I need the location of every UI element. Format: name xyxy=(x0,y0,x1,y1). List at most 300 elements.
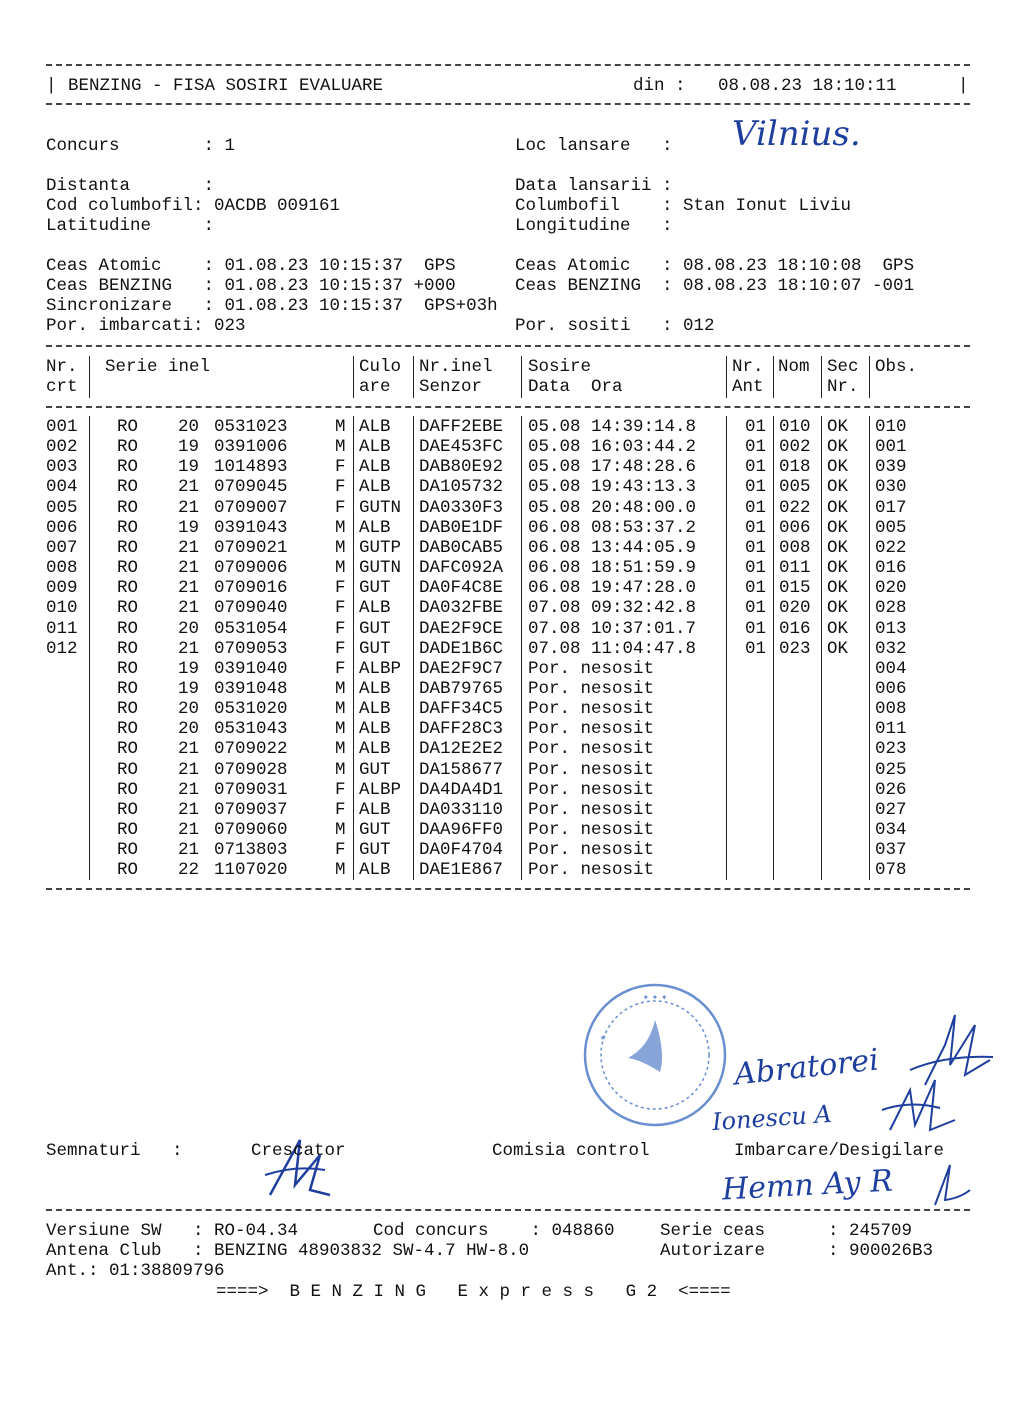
cell-nr-crt: 008 xyxy=(46,558,78,579)
col-header-ant: Ant xyxy=(732,377,764,397)
cell-year: 19 xyxy=(178,517,200,538)
cell-color: GUT xyxy=(359,840,391,861)
cell-year: 21 xyxy=(178,820,200,840)
cell-color: GUTN xyxy=(359,558,402,579)
cell-arrival: Por. nesosit xyxy=(528,739,655,760)
report-date-value: 08.08.23 18:10:11 xyxy=(718,76,897,96)
cell-arrival: 07.08 11:04:47.8 xyxy=(528,638,697,659)
concurs-field: Concurs : 1 xyxy=(46,136,236,156)
col-header-sec-nr: Nr. xyxy=(827,377,859,397)
cell-sec: OK xyxy=(827,477,849,498)
cell-color: ALB xyxy=(359,517,391,538)
header-separator xyxy=(413,356,414,398)
cell-year: 21 xyxy=(178,840,200,861)
cell-color: GUT xyxy=(359,578,391,599)
col-header-nr-inel: Nr.inel xyxy=(419,357,493,377)
cell-ring-number: 0391006 xyxy=(214,437,288,458)
cell-country: RO xyxy=(117,537,139,558)
column-separator xyxy=(89,416,90,880)
cell-color: GUT xyxy=(359,820,391,840)
cell-arrival: 05.08 17:48:28.6 xyxy=(528,457,697,478)
header-separator xyxy=(773,356,774,398)
cell-sensor: DADE1B6C xyxy=(419,638,504,659)
cell-sex: F xyxy=(335,457,346,478)
cell-country: RO xyxy=(117,658,139,679)
column-separator xyxy=(353,416,354,880)
cell-color: ALB xyxy=(359,739,391,760)
cell-obs: 030 xyxy=(875,477,907,498)
cell-sex: M xyxy=(335,437,346,458)
cell-obs: 022 xyxy=(875,537,907,558)
cell-ring-number: 1014893 xyxy=(214,457,288,478)
cell-country: RO xyxy=(117,598,139,619)
header-separator xyxy=(521,356,522,398)
cell-nom: 015 xyxy=(779,578,811,599)
cell-sec: OK xyxy=(827,517,849,538)
cell-year: 20 xyxy=(178,719,200,740)
cell-ring-number: 0709060 xyxy=(214,820,288,840)
cell-arrival: Por. nesosit xyxy=(528,840,655,861)
serie-ceas-field: Serie ceas : 245709 xyxy=(660,1221,913,1241)
cell-country: RO xyxy=(117,517,139,538)
cell-sensor: DA033110 xyxy=(419,799,504,820)
cell-nom: 002 xyxy=(779,437,811,458)
cell-sex: M xyxy=(335,820,346,840)
cell-antenna: 01 xyxy=(745,437,767,458)
cell-sensor: DAFF34C5 xyxy=(419,699,504,720)
cell-year: 21 xyxy=(178,799,200,820)
cell-obs: 016 xyxy=(875,558,907,579)
cell-ring-number: 0709016 xyxy=(214,578,288,599)
footer-dashed-line xyxy=(46,1209,970,1211)
cell-sensor: DAE453FC xyxy=(419,437,504,458)
col-header-data-ora: Data Ora xyxy=(528,377,623,397)
cell-ring-number: 0713803 xyxy=(214,840,288,861)
cell-nr-crt: 003 xyxy=(46,457,78,478)
signature-imbarcare-label: Imbarcare/Desigilare xyxy=(734,1141,945,1161)
cell-year: 21 xyxy=(178,779,200,800)
cell-arrival: 05.08 14:39:14.8 xyxy=(528,417,697,437)
ant-field: Ant.: 01:38809796 xyxy=(46,1261,225,1281)
cell-sex: M xyxy=(335,517,346,538)
cell-ring-number: 0709037 xyxy=(214,799,288,820)
col-header-sosire: Sosire xyxy=(528,357,592,377)
ceas-atomic-end: Ceas Atomic : 08.08.23 18:10:08 GPS xyxy=(515,256,915,276)
cell-ring-number: 0391040 xyxy=(214,658,288,679)
cell-sensor: DAFF28C3 xyxy=(419,719,504,740)
cell-color: ALB xyxy=(359,457,391,478)
cell-color: ALB xyxy=(359,799,391,820)
cell-country: RO xyxy=(117,618,139,639)
cell-sex: M xyxy=(335,860,346,881)
cell-color: ALBP xyxy=(359,779,402,800)
cell-ring-number: 0531020 xyxy=(214,699,288,720)
cell-sec: OK xyxy=(827,497,849,518)
cell-obs: 004 xyxy=(875,658,907,679)
cell-year: 21 xyxy=(178,759,200,780)
cell-nom: 011 xyxy=(779,558,811,579)
cell-arrival: Por. nesosit xyxy=(528,820,655,840)
cell-sec: OK xyxy=(827,457,849,478)
cell-arrival: Por. nesosit xyxy=(528,699,655,720)
versiune-sw-field: Versiune SW : RO-04.34 xyxy=(46,1221,299,1241)
cell-sensor: DA158677 xyxy=(419,759,504,780)
col-header-crt: crt xyxy=(46,377,78,397)
cell-year: 19 xyxy=(178,457,200,478)
cell-obs: 026 xyxy=(875,779,907,800)
cell-year: 21 xyxy=(178,497,200,518)
cell-sensor: DAFC092A xyxy=(419,558,504,579)
data-lansarii-field: Data lansarii : xyxy=(515,176,673,196)
cell-ring-number: 0709021 xyxy=(214,537,288,558)
cell-ring-number: 0531023 xyxy=(214,417,288,437)
cell-nom: 016 xyxy=(779,618,811,639)
cell-nom: 006 xyxy=(779,517,811,538)
cell-sex: M xyxy=(335,719,346,740)
cell-arrival: Por. nesosit xyxy=(528,759,655,780)
cell-nr-crt: 012 xyxy=(46,638,78,659)
cell-sec: OK xyxy=(827,578,849,599)
cell-sex: M xyxy=(335,417,346,437)
cell-sex: F xyxy=(335,658,346,679)
cell-arrival: Por. nesosit xyxy=(528,799,655,820)
cell-sex: M xyxy=(335,759,346,780)
cell-antenna: 01 xyxy=(745,457,767,478)
cell-nom: 022 xyxy=(779,497,811,518)
cell-obs: 039 xyxy=(875,457,907,478)
cell-ring-number: 0391048 xyxy=(214,678,288,699)
signature-name-2: Ionescu A xyxy=(711,1099,833,1137)
cell-sex: M xyxy=(335,739,346,760)
cell-country: RO xyxy=(117,820,139,840)
cell-obs: 037 xyxy=(875,840,907,861)
cell-country: RO xyxy=(117,799,139,820)
cell-sex: M xyxy=(335,699,346,720)
cell-sex: F xyxy=(335,598,346,619)
cell-year: 19 xyxy=(178,678,200,699)
cell-color: ALB xyxy=(359,678,391,699)
cell-sex: M xyxy=(335,558,346,579)
cell-arrival: 07.08 09:32:42.8 xyxy=(528,598,697,619)
cell-year: 19 xyxy=(178,437,200,458)
cell-country: RO xyxy=(117,779,139,800)
cell-antenna: 01 xyxy=(745,537,767,558)
cell-antenna: 01 xyxy=(745,517,767,538)
sincronizare-field: Sincronizare : 01.08.23 10:15:37 GPS+03h xyxy=(46,296,498,316)
cell-sensor: DA0F4704 xyxy=(419,840,504,861)
cell-ring-number: 0709053 xyxy=(214,638,288,659)
column-separator xyxy=(869,416,870,880)
signature-crescator-label: Crescator xyxy=(251,1141,346,1161)
ceas-atomic-start: Ceas Atomic : 01.08.23 10:15:37 GPS xyxy=(46,256,456,276)
cell-nom: 020 xyxy=(779,598,811,619)
cell-sensor: DAE2F9CE xyxy=(419,618,504,639)
cell-arrival: 06.08 18:51:59.9 xyxy=(528,558,697,579)
cell-color: ALB xyxy=(359,417,391,437)
cell-arrival: 05.08 20:48:00.0 xyxy=(528,497,697,518)
cell-nr-crt: 011 xyxy=(46,618,78,639)
loc-lansare-handwritten: Vilnius. xyxy=(732,114,861,154)
cell-year: 21 xyxy=(178,638,200,659)
cell-sensor: DAA96FF0 xyxy=(419,820,504,840)
svg-text:★: ★ xyxy=(600,1033,607,1044)
cell-ring-number: 0709031 xyxy=(214,779,288,800)
cell-sec: OK xyxy=(827,537,849,558)
cell-color: GUTP xyxy=(359,537,402,558)
cell-country: RO xyxy=(117,860,139,881)
column-separator xyxy=(726,416,727,880)
cell-arrival: Por. nesosit xyxy=(528,779,655,800)
cell-color: ALB xyxy=(359,719,391,740)
page-title: BENZING - FISA SOSIRI EVALUARE xyxy=(68,76,384,96)
cell-color: GUTN xyxy=(359,497,402,518)
cell-arrival: Por. nesosit xyxy=(528,658,655,679)
cell-nom: 005 xyxy=(779,477,811,498)
antena-club-field: Antena Club : BENZING 48903832 SW-4.7 HW-8.0 xyxy=(46,1241,530,1261)
table-bottom-dashed-line xyxy=(46,888,970,890)
cell-year: 19 xyxy=(178,658,200,679)
cell-color: ALB xyxy=(359,477,391,498)
ceas-benzing-end: Ceas BENZING : 08.08.23 18:10:07 -001 xyxy=(515,276,915,296)
cell-country: RO xyxy=(117,759,139,780)
cell-country: RO xyxy=(117,739,139,760)
table-top-dashed-line xyxy=(46,345,970,347)
col-header-serie-inel: Serie inel xyxy=(105,357,211,377)
signature-name-1: Abratorei xyxy=(732,1042,881,1093)
cell-color: GUT xyxy=(359,638,391,659)
cell-country: RO xyxy=(117,699,139,720)
signature-scribble-2 xyxy=(880,1070,960,1150)
cell-sensor: DAE1E867 xyxy=(419,860,504,881)
columbofil-field: Columbofil : Stan Ionut Liviu xyxy=(515,196,852,216)
cell-ring-number: 0709007 xyxy=(214,497,288,518)
col-header-nr: Nr. xyxy=(46,357,78,377)
cell-year: 21 xyxy=(178,739,200,760)
cell-obs: 006 xyxy=(875,678,907,699)
cell-sex: F xyxy=(335,638,346,659)
col-header-culo: Culo xyxy=(359,357,402,377)
cell-sensor: DAFF2EBE xyxy=(419,417,504,437)
cell-nr-crt: 001 xyxy=(46,417,78,437)
header-separator xyxy=(726,356,727,398)
distanta-field: Distanta : xyxy=(46,176,215,196)
header-separator xyxy=(353,356,354,398)
cell-sensor: DA4DA4D1 xyxy=(419,779,504,800)
cell-obs: 001 xyxy=(875,437,907,458)
cod-columbofil-field: Cod columbofil: 0ACDB 009161 xyxy=(46,196,341,216)
cell-sex: M xyxy=(335,678,346,699)
cell-year: 20 xyxy=(178,618,200,639)
cell-obs: 005 xyxy=(875,517,907,538)
cell-sex: F xyxy=(335,799,346,820)
cell-ring-number: 0391043 xyxy=(214,517,288,538)
cell-arrival: Por. nesosit xyxy=(528,860,655,881)
cell-year: 21 xyxy=(178,537,200,558)
cell-year: 21 xyxy=(178,477,200,498)
cell-sec: OK xyxy=(827,638,849,659)
column-separator xyxy=(773,416,774,880)
cell-country: RO xyxy=(117,457,139,478)
cell-sec: OK xyxy=(827,558,849,579)
cell-country: RO xyxy=(117,840,139,861)
autorizare-field: Autorizare : 900026B3 xyxy=(660,1241,934,1261)
cell-sex: F xyxy=(335,779,346,800)
cell-year: 20 xyxy=(178,699,200,720)
cell-obs: 027 xyxy=(875,799,907,820)
cell-sensor: DAB80E92 xyxy=(419,457,504,478)
cell-year: 21 xyxy=(178,598,200,619)
cell-sec: OK xyxy=(827,437,849,458)
cell-sex: F xyxy=(335,497,346,518)
cell-arrival: 06.08 08:53:37.2 xyxy=(528,517,697,538)
cell-antenna: 01 xyxy=(745,558,767,579)
cell-nr-crt: 009 xyxy=(46,578,78,599)
cell-nr-crt: 002 xyxy=(46,437,78,458)
por-imbarcati-field: Por. imbarcati: 023 xyxy=(46,316,246,336)
header-bottom-dashed-line xyxy=(46,103,970,105)
col-header-nr-ant: Nr. xyxy=(732,357,764,377)
cell-nr-crt: 004 xyxy=(46,477,78,498)
cell-arrival: 06.08 13:44:05.9 xyxy=(528,537,697,558)
cell-sex: F xyxy=(335,477,346,498)
cell-nr-crt: 007 xyxy=(46,537,78,558)
cell-nom: 010 xyxy=(779,417,811,437)
cell-year: 20 xyxy=(178,417,200,437)
cell-color: ALB xyxy=(359,598,391,619)
cell-year: 21 xyxy=(178,558,200,579)
header-right-border: | xyxy=(958,76,969,96)
cell-sex: F xyxy=(335,840,346,861)
cell-color: GUT xyxy=(359,759,391,780)
cell-obs: 032 xyxy=(875,638,907,659)
report-date-label: din : xyxy=(633,76,686,96)
cell-ring-number: 0709045 xyxy=(214,477,288,498)
cell-obs: 010 xyxy=(875,417,907,437)
column-separator xyxy=(821,416,822,880)
cell-nr-crt: 005 xyxy=(46,497,78,518)
cell-arrival: 05.08 19:43:13.3 xyxy=(528,477,697,498)
cell-sensor: DAB0CAB5 xyxy=(419,537,504,558)
cell-country: RO xyxy=(117,678,139,699)
signature-comisia-label: Comisia control xyxy=(492,1141,650,1161)
cell-arrival: Por. nesosit xyxy=(528,719,655,740)
cell-obs: 078 xyxy=(875,860,907,881)
col-header-nom: Nom xyxy=(778,357,810,377)
header-separator xyxy=(89,356,90,398)
cell-ring-number: 0709006 xyxy=(214,558,288,579)
cell-antenna: 01 xyxy=(745,638,767,659)
cell-sensor: DAE2F9C7 xyxy=(419,658,504,679)
column-separator xyxy=(521,416,522,880)
cell-obs: 034 xyxy=(875,820,907,840)
cell-sensor: DA0F4C8E xyxy=(419,578,504,599)
cell-ring-number: 0709040 xyxy=(214,598,288,619)
cell-sensor: DA12E2E2 xyxy=(419,739,504,760)
latitudine-field: Latitudine : xyxy=(46,216,215,236)
cell-sensor: DAB0E1DF xyxy=(419,517,504,538)
cell-obs: 017 xyxy=(875,497,907,518)
column-separator xyxy=(413,416,414,880)
cell-sensor: DA0330F3 xyxy=(419,497,504,518)
cell-antenna: 01 xyxy=(745,477,767,498)
table-header-dashed-line xyxy=(46,406,970,408)
cell-year: 22 xyxy=(178,860,200,881)
cell-nom: 008 xyxy=(779,537,811,558)
cell-color: GUT xyxy=(359,618,391,639)
longitudine-field: Longitudine : xyxy=(515,216,673,236)
col-header-obs: Obs. xyxy=(875,357,918,377)
cell-sex: F xyxy=(335,618,346,639)
cell-arrival: 05.08 16:03:44.2 xyxy=(528,437,697,458)
cell-nr-crt: 006 xyxy=(46,517,78,538)
cell-obs: 013 xyxy=(875,618,907,639)
cell-sex: M xyxy=(335,537,346,558)
cell-color: ALB xyxy=(359,699,391,720)
cell-sec: OK xyxy=(827,598,849,619)
cell-antenna: 01 xyxy=(745,497,767,518)
cell-obs: 025 xyxy=(875,759,907,780)
top-dashed-line xyxy=(46,64,970,66)
cell-ring-number: 0531054 xyxy=(214,618,288,639)
col-header-sec: Sec xyxy=(827,357,859,377)
cell-sex: F xyxy=(335,578,346,599)
header-left-border: | xyxy=(46,76,57,96)
cell-sensor: DA032FBE xyxy=(419,598,504,619)
cell-obs: 011 xyxy=(875,719,907,740)
signature-name-3: Hemn Ay R xyxy=(721,1163,894,1208)
cell-antenna: 01 xyxy=(745,618,767,639)
cell-arrival: Por. nesosit xyxy=(528,678,655,699)
cell-color: ALB xyxy=(359,860,391,881)
col-header-senzor: Senzor xyxy=(419,377,483,397)
signatures-label: Semnaturi : xyxy=(46,1141,183,1161)
cell-obs: 008 xyxy=(875,699,907,720)
cell-antenna: 01 xyxy=(745,578,767,599)
cell-nom: 018 xyxy=(779,457,811,478)
cod-concurs-field: Cod concurs : 048860 xyxy=(373,1221,615,1241)
signature-scribble-3 xyxy=(925,1160,975,1210)
col-header-are: are xyxy=(359,377,391,397)
cell-country: RO xyxy=(117,477,139,498)
header-separator xyxy=(869,356,870,398)
cell-antenna: 01 xyxy=(745,598,767,619)
svg-text:✦ ✦ ✦: ✦ ✦ ✦ xyxy=(642,993,668,1002)
cell-country: RO xyxy=(117,558,139,579)
cell-arrival: 07.08 10:37:01.7 xyxy=(528,618,697,639)
cell-country: RO xyxy=(117,719,139,740)
cell-obs: 020 xyxy=(875,578,907,599)
cell-antenna: 01 xyxy=(745,417,767,437)
brand-banner: ====> B E N Z I N G E x p r e s s G 2 <==== xyxy=(216,1282,731,1302)
cell-obs: 028 xyxy=(875,598,907,619)
cell-ring-number: 0709028 xyxy=(214,759,288,780)
header-separator xyxy=(821,356,822,398)
cell-country: RO xyxy=(117,437,139,458)
cell-sec: OK xyxy=(827,417,849,437)
cell-ring-number: 0709022 xyxy=(214,739,288,760)
cell-obs: 023 xyxy=(875,739,907,760)
cell-country: RO xyxy=(117,638,139,659)
cell-country: RO xyxy=(117,497,139,518)
loc-lansare-label: Loc lansare : xyxy=(515,136,673,156)
club-stamp xyxy=(580,980,730,1130)
cell-country: RO xyxy=(117,417,139,437)
cell-nom: 023 xyxy=(779,638,811,659)
cell-color: ALB xyxy=(359,437,391,458)
cell-sec: OK xyxy=(827,618,849,639)
cell-color: ALBP xyxy=(359,658,402,679)
cell-sensor: DA105732 xyxy=(419,477,504,498)
